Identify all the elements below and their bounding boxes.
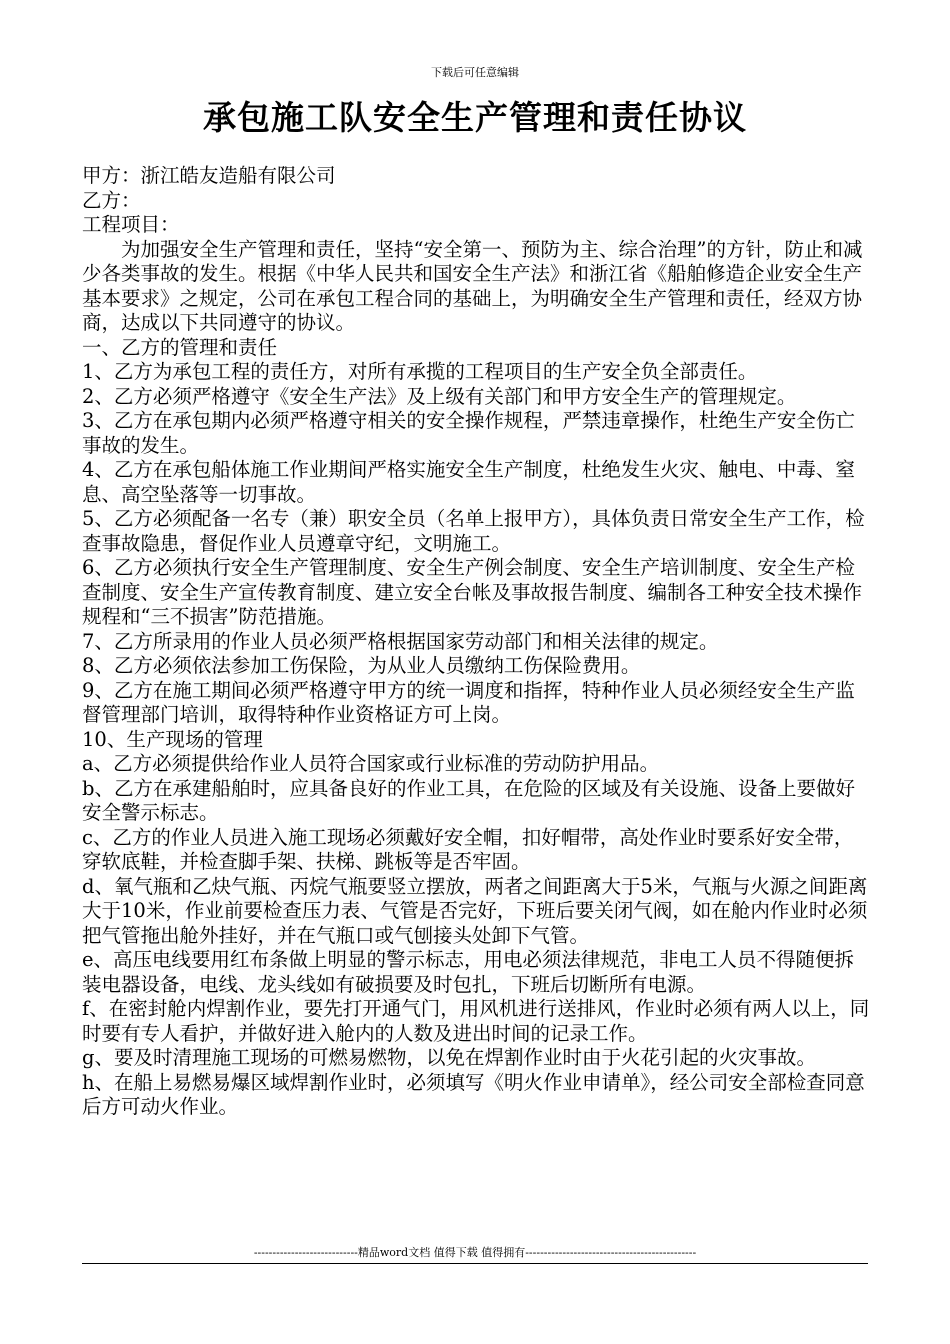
footer-divider xyxy=(82,1263,868,1264)
project-line: 工程项目： xyxy=(82,213,180,236)
party-a-line: 甲方：浙江皓友造船有限公司 xyxy=(82,164,336,187)
document-title: 承包施工队安全生产管理和责任协议 xyxy=(203,98,747,137)
clause-item: 9、乙方在施工期间必须严格遵守甲方的统一调度和指挥，特种作业人员必须经安全生产监督管理部门培训，取得特种作业资格证方可上岗。 xyxy=(82,678,855,726)
clause-item: 4、乙方在承包船体施工作业期间严格实施安全生产制度，杜绝发生火灾、触电、中毒、窒息、高空坠落等一切事故。 xyxy=(82,458,855,506)
footer-note: ----------------------------精品word文档 值得下载 值得拥有---------------------------------------------- xyxy=(253,1246,697,1259)
clause-item: 2、乙方必须严格遵守《安全生产法》及上级有关部门和甲方安全生产的管理规定。 xyxy=(82,384,797,408)
subclause-item: a、乙方必须提供给作业人员符合国家或行业标准的劳动防护用品。 xyxy=(82,752,660,775)
party-b-line: 乙方： xyxy=(82,188,141,212)
subclause-item: h、在船上易燃易爆区域焊割作业时，必须填写《明火作业申请单》，经公司安全部检查同意后方可动火作业。 xyxy=(82,1070,865,1118)
clause-item: 5、乙方必须配备一名专（兼）职安全员（名单上报甲方），具体负责日常安全生产工作，检查事故隐患，督促作业人员遵章守纪，文明施工。 xyxy=(82,507,865,555)
intro-paragraph: 为加强安全生产管理和责任，坚持“安全第一、预防为主、综合治理”的方针，防止和减少各类事故的发生。根据《中华人民共和国安全生产法》和浙江省《船舶修造企业安全生产基本要求》之规定，公司在承包工程合同的基础上，为明确安全生产管理和责任，经双方协商，达成以下共同遵守的协议。 xyxy=(82,237,863,334)
document-body xyxy=(82,164,872,1120)
clause-item: 8、乙方必须依法参加工伤保险，为从业人员缴纳工伤保险费用。 xyxy=(82,654,641,677)
subclause-item: f、在密封舱内焊割作业，要先打开通气门，用风机进行送排风，作业时必须有两人以上，同时要有专人看护，并做好进入舱内的人数及进出时间的记录工作。 xyxy=(82,997,870,1045)
header-note: 下载后可任意编辑 xyxy=(431,66,519,79)
subclause-item: g、要及时清理施工现场的可燃易燃物，以免在焊割作业时由于火花引起的火灾事故。 xyxy=(82,1046,816,1069)
subclause-item: e、高压电线要用红布条做上明显的警示标志，用电必须法律规范，非电工人员不得随便拆装电器设备，电线、龙头线如有破损要及时包扎，下班后切断所有电源。 xyxy=(82,948,855,996)
section-heading: 一、乙方的管理和责任 xyxy=(82,335,278,359)
clause-item: 1、乙方为承包工程的责任方，对所有承揽的工程项目的生产安全负全部责任。 xyxy=(82,360,758,383)
subclause-item: d、氧气瓶和乙炔气瓶、丙烷气瓶要竖立摆放，两者之间距离大于5米，气瓶与火源之间距离大于10米，作业前要检查压力表、气管是否完好，下班后要关闭气阀，如在舱内作业时必须把气管拖出舱外挂好，并在气瓶口或气刨接头处卸下气管。 xyxy=(82,874,868,947)
subclause-item: c、乙方的作业人员进入施工现场必须戴好安全帽，扣好帽带，高处作业时要系好安全带，穿软底鞋，并检查脚手架、扶梯、跳板等是否牢固。 xyxy=(82,825,854,873)
subclause-item: b、乙方在承建船舶时，应具备良好的作业工具，在危险的区域及有关设施、设备上要做好安全警示标志。 xyxy=(82,776,855,824)
clause-item: 6、乙方必须执行安全生产管理制度、安全生产例会制度、安全生产培训制度、安全生产检查制度、安全生产宣传教育制度、建立安全台帐及事故报告制度、编制各工种安全技术操作规程和“三不损害”防范措施。 xyxy=(82,556,863,628)
clause-item: 10、生产现场的管理 xyxy=(82,727,263,751)
clause-item: 3、乙方在承包期内必须严格遵守相关的安全操作规程，严禁违章操作，杜绝生产安全伤亡事故的发生。 xyxy=(82,409,855,457)
clause-item: 7、乙方所录用的作业人员必须严格根据国家劳动部门和相关法律的规定。 xyxy=(82,629,719,653)
